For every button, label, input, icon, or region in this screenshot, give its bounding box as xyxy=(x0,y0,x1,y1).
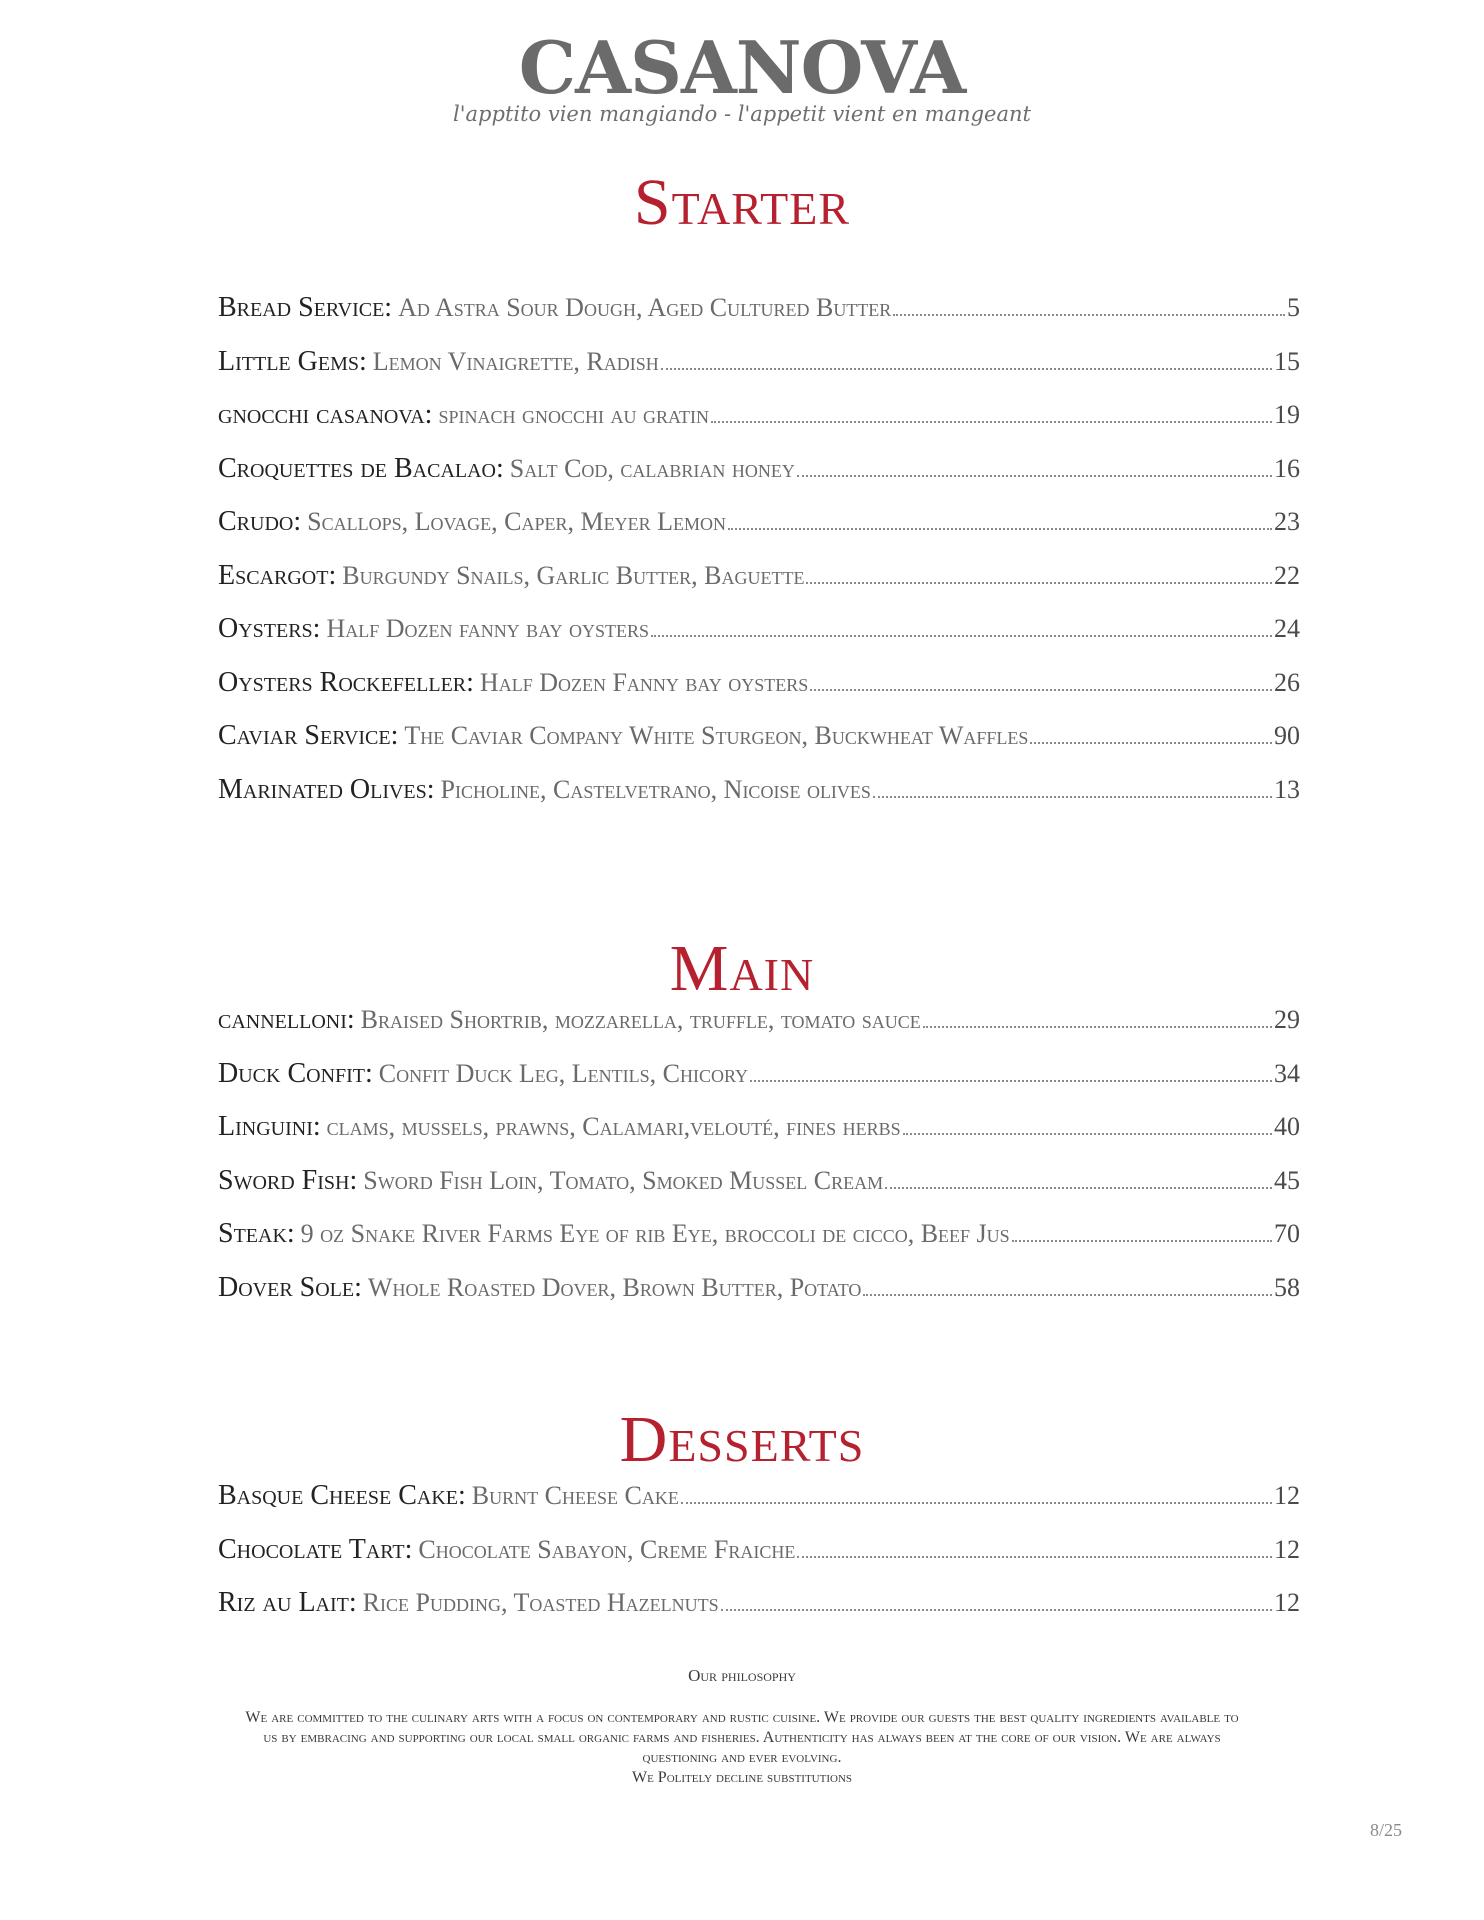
menu-item-description: Braised Shortrib, mozzarella, truffle, tomato sauce xyxy=(360,1005,921,1034)
dot-leader xyxy=(863,1294,1272,1296)
menu-item-name: Basque Cheese Cake: xyxy=(218,1480,466,1511)
substitution-note: We Politely decline substitutions xyxy=(631,1769,853,1786)
menu-item-name: Oysters: xyxy=(218,613,321,644)
menu-item-price: 19 xyxy=(1274,400,1300,429)
menu-item-price: 34 xyxy=(1274,1058,1300,1088)
menu-item xyxy=(218,1165,1300,1219)
menu-item xyxy=(218,613,1300,667)
menu-item-description: Chocolate Sabayon, Creme Fraiche xyxy=(418,1534,796,1564)
menu-item xyxy=(218,774,1300,828)
menu-item-price: 22 xyxy=(1274,560,1300,590)
menu-item-description: Confit Duck Leg, Lentils, Chicory xyxy=(378,1058,749,1088)
dot-leader xyxy=(750,1080,1272,1082)
menu-item-name: Linguini: xyxy=(218,1111,321,1142)
menu-item-price: 58 xyxy=(1274,1272,1300,1302)
menu-item-price: 45 xyxy=(1274,1165,1300,1195)
menu-item xyxy=(218,1111,1300,1165)
menu-item-price: 15 xyxy=(1274,346,1300,376)
dot-leader xyxy=(711,421,1272,423)
section-title-starter: Starter xyxy=(633,166,851,239)
dot-leader xyxy=(873,796,1272,798)
menu-item-description: Half Dozen Fanny bay oysters xyxy=(479,667,809,697)
menu-item-name: Steak: xyxy=(218,1218,295,1249)
menu-item-name: Oysters Rockefeller: xyxy=(218,666,474,698)
menu-item xyxy=(218,667,1300,721)
menu-item-description: Rice Pudding, Toasted Hazelnuts xyxy=(362,1588,719,1617)
menu-item-name: Marinated Olives: xyxy=(218,773,435,805)
menu-item xyxy=(218,506,1300,560)
dot-leader xyxy=(1012,1240,1272,1242)
menu-item-name: gnocchi casanova: xyxy=(218,399,433,430)
restaurant-header xyxy=(0,25,1484,126)
menu-item-price: 90 xyxy=(1274,721,1300,750)
menu-item-price: 29 xyxy=(1274,1005,1300,1034)
menu-item-description: The Caviar Company White Sturgeon, Buckwheat Waffles xyxy=(404,721,1029,750)
menu-item-description: clams, mussels, prawns, Calamari,velouté, fines herbs xyxy=(326,1112,901,1141)
desserts-menu-list xyxy=(218,1480,1300,1641)
menu-item-price: 12 xyxy=(1274,1588,1300,1617)
dot-leader xyxy=(806,582,1272,584)
menu-item-description: Burnt Cheese Cake xyxy=(471,1481,679,1510)
menu-item-description: spinach gnocchi au gratin xyxy=(438,400,709,429)
menu-item-price: 16 xyxy=(1274,453,1300,483)
dot-leader xyxy=(728,528,1272,530)
menu-item-name: Sword Fish: xyxy=(218,1164,358,1196)
menu-item-name: Little Gems: xyxy=(218,345,367,377)
dot-leader xyxy=(903,1133,1272,1135)
menu-item-description: Scallops, Lovage, Caper, Meyer Lemon xyxy=(307,507,726,536)
menu-item-price: 40 xyxy=(1274,1112,1300,1141)
menu-item-price: 12 xyxy=(1274,1534,1300,1564)
menu-item xyxy=(218,720,1300,774)
dot-leader xyxy=(810,689,1272,691)
restaurant-logo: CASANOVA xyxy=(518,25,966,110)
dot-leader xyxy=(1030,742,1272,744)
menu-item xyxy=(218,1058,1300,1112)
menu-item xyxy=(218,1534,1300,1588)
menu-item-name: Chocolate Tart: xyxy=(218,1533,413,1565)
page-number: 8/25 xyxy=(1369,1820,1402,1840)
menu-item xyxy=(218,1218,1300,1272)
dot-leader xyxy=(661,368,1272,370)
menu-item-description: 9 oz Snake River Farms Eye of rib Eye, broccoli de cicco, Beef Jus xyxy=(300,1219,1010,1248)
section-title-desserts: Desserts xyxy=(619,1403,865,1476)
dot-leader xyxy=(893,314,1285,316)
menu-item-name: Dover Sole: xyxy=(218,1271,362,1303)
menu-item-price: 23 xyxy=(1274,507,1300,536)
menu-item-name: Bread Service: xyxy=(218,292,393,323)
menu-item-name: Escargot: xyxy=(218,559,337,591)
dot-leader xyxy=(797,475,1272,477)
menu-item xyxy=(218,292,1300,346)
dot-leader xyxy=(885,1187,1272,1189)
menu-item-description: Sword Fish Loin, Tomato, Smoked Mussel Cream xyxy=(363,1165,884,1195)
menu-item-description: Lemon Vinaigrette, Radish xyxy=(372,346,659,376)
menu-item xyxy=(218,1004,1300,1058)
menu-item xyxy=(218,1480,1300,1534)
dot-leader xyxy=(797,1556,1272,1558)
section-title-main: Main xyxy=(669,932,815,1005)
menu-item-price: 26 xyxy=(1274,667,1300,697)
menu-item-description: Salt Cod, calabrian honey xyxy=(509,453,795,483)
menu-item-description: Whole Roasted Dover, Brown Butter, Potato xyxy=(367,1272,862,1302)
menu-item xyxy=(218,346,1300,400)
dot-leader xyxy=(721,1609,1272,1611)
dot-leader xyxy=(681,1502,1272,1504)
menu-item-name: Croquettes de Bacalao: xyxy=(218,452,504,484)
menu-item xyxy=(218,1272,1300,1326)
menu-item xyxy=(218,1587,1300,1641)
menu-item-description: Half Dozen fanny bay oysters xyxy=(326,614,650,643)
menu-item-name: cannelloni: xyxy=(218,1004,355,1035)
menu-item xyxy=(218,453,1300,507)
menu-item-price: 24 xyxy=(1274,614,1300,643)
menu-item xyxy=(218,560,1300,614)
restaurant-tagline: l'apptito vien mangiando - l'appetit vient en mangeant xyxy=(453,102,1031,126)
philosophy-block xyxy=(240,1708,1244,1788)
menu-item-name: Caviar Service: xyxy=(218,720,399,751)
main-menu-list xyxy=(218,1004,1300,1325)
menu-item-description: Picholine, Castelvetrano, Nicoise olives xyxy=(440,774,871,804)
philosophy-text: We are committed to the culinary arts with a focus on contemporary and rustic cuisine. We provide our guests the best quality ingredients available to us by embracing and supporting our local small organic farms and fisheries. Authenticity has always been at the core of our vision. We are always questioning and ever evolving. xyxy=(245,1709,1239,1766)
menu-item-price: 5 xyxy=(1287,293,1300,322)
menu-item-price: 12 xyxy=(1274,1481,1300,1510)
menu-item xyxy=(218,399,1300,453)
menu-item-name: Duck Confit: xyxy=(218,1057,373,1089)
dot-leader xyxy=(651,635,1272,637)
menu-item-price: 70 xyxy=(1274,1219,1300,1248)
menu-item-name: Riz au Lait: xyxy=(218,1587,357,1618)
starter-menu-list xyxy=(218,292,1300,827)
menu-item-name: Crudo: xyxy=(218,506,302,537)
dot-leader xyxy=(923,1026,1272,1028)
menu-item-price: 13 xyxy=(1274,774,1300,804)
philosophy-title: Our philosophy xyxy=(688,1666,796,1685)
menu-item-description: Ad Astra Sour Dough, Aged Cultured Butter xyxy=(398,293,892,322)
menu-item-description: Burgundy Snails, Garlic Butter, Baguette xyxy=(342,560,805,590)
